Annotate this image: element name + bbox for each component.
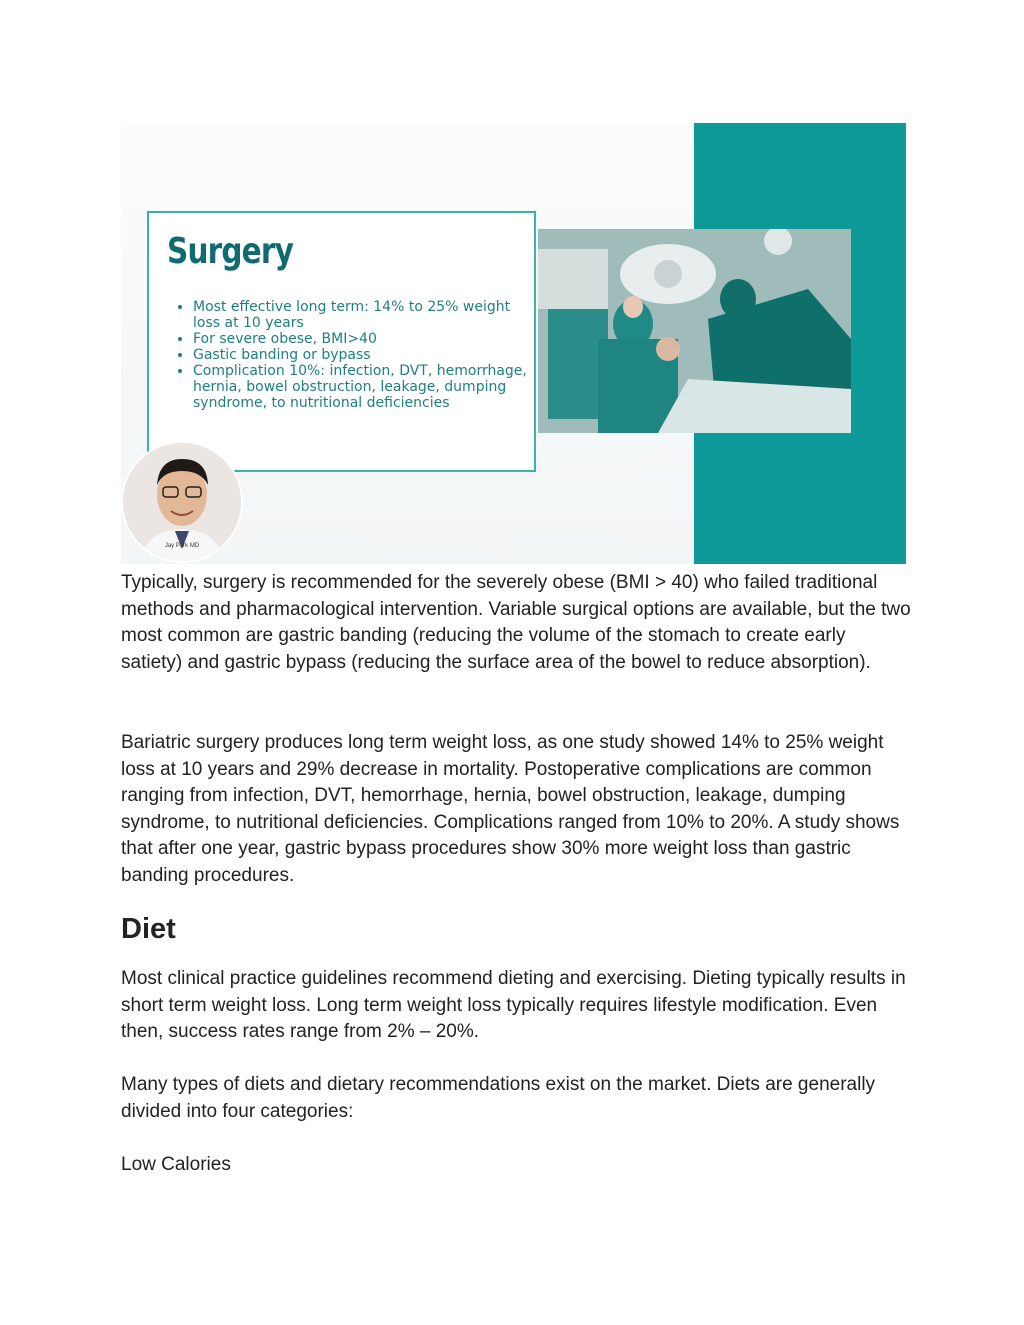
slide-bullet: • Complication 10%: infection, DVT, hemorrhage, hernia, bowel obstruction, leakage, dumping syndrome, to nutritional deficiencies (193, 363, 533, 411)
slide-title: Surgery (167, 231, 294, 272)
slide-bullet: • Most effective long term: 14% to 25% weight loss at 10 years (193, 299, 533, 331)
operating-room-illustration (538, 229, 851, 433)
slide-bullet-list (175, 299, 533, 411)
avatar-name-label: Jay Park MD (164, 543, 200, 549)
slide-bullet: • For severe obese, BMI>40 (193, 331, 533, 347)
author-avatar (123, 443, 241, 561)
surgery-photo (538, 229, 851, 433)
surgery-paragraph-1: Typically, surgery is recommended for the severely obese (BMI > 40) who failed traditional methods and pharmacological intervention. Variable surgical options are available, but the two most common are gastric banding (reducing the volume of the stomach to create early satiety) and gastric bypass (reducing the surface area of the bowel to reduce absorption). (121, 572, 911, 673)
diet-heading: Diet (121, 913, 176, 945)
surgery-slide-image (121, 123, 906, 564)
diet-paragraph-2: Many types of diets and dietary recommendations exist on the market. Diets are generally divided into four categories: (121, 1074, 876, 1122)
slide-bullet: • Gastic banding or bypass (193, 347, 533, 363)
diet-paragraph-1: Most clinical practice guidelines recommend dieting and exercising. Dieting typically results in short term weight loss. Long term weight loss typically requires lifestyle modification. Even then, success rates range from 2% – 20%. (121, 968, 906, 1042)
surgery-info-card (147, 211, 536, 472)
diet-paragraph-3: Low Calories (121, 1154, 231, 1175)
surgery-paragraph-2: Bariatric surgery produces long term weight loss, as one study showed 14% to 25% weight loss at 10 years and 29% decrease in mortality. Postoperative complications are common ranging from infection, DVT, hemorrhage, hernia, bowel obstruction, leakage, dumping syndrome, to nutritional deficiencies. Complications ranged from 10% to 20%. A study shows that after one year, gastric bypass procedures show 30% more weight loss than gastric banding procedures. (121, 732, 900, 886)
